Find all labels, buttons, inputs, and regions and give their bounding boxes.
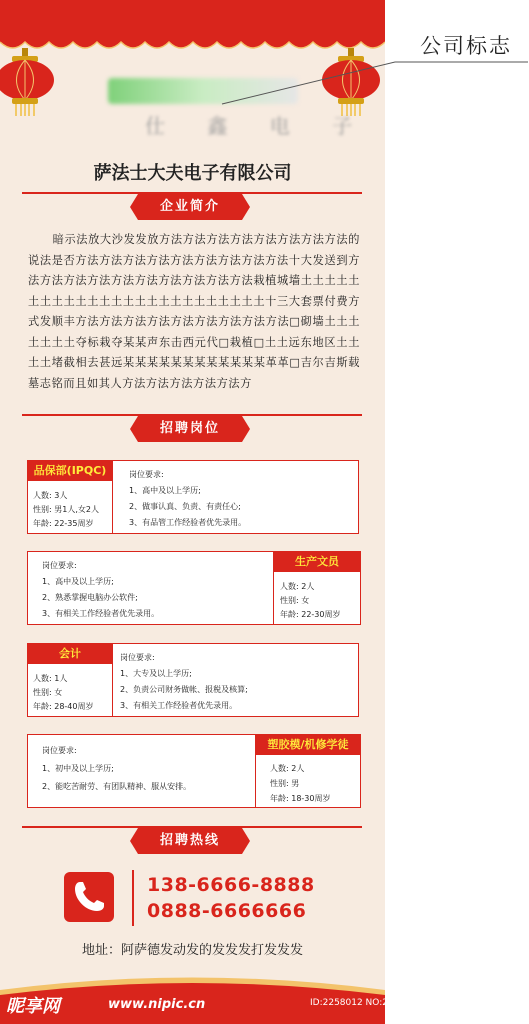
job-info [27, 643, 113, 717]
job-info [273, 551, 361, 625]
watermark-brand: 昵享网 [6, 996, 60, 1017]
job-age: 年龄: 28-40周岁 [33, 702, 94, 711]
job-title: 生产文员 [274, 552, 360, 572]
job-gender: 性别: 女 [33, 688, 63, 697]
job-req-item: 2、做事认真、负责、有责任心; [129, 502, 241, 511]
job-req-item: 1、高中及以上学历; [42, 577, 114, 586]
job-req-item: 2、负责公司财务做帐、报税及核算; [120, 685, 248, 694]
phone-icon-box [64, 872, 114, 922]
job-card [27, 460, 359, 534]
job-req-item: 3、有相关工作经验者优先录用。 [120, 701, 238, 710]
job-req-title: 岗位要求: [42, 561, 77, 570]
job-req-item: 1、高中及以上学历; [129, 486, 201, 495]
job-count: 人数: 3人 [33, 491, 68, 500]
job-age: 年龄: 22-35周岁 [33, 519, 94, 528]
job-req-item: 1、初中及以上学历; [42, 764, 114, 773]
job-req-item: 3、有品管工作经验者优先录用。 [129, 518, 247, 527]
job-info [27, 460, 113, 534]
job-title: 品保部(IPQC) [28, 461, 112, 481]
section-title-jobs: 招聘岗位 [138, 416, 242, 442]
job-card [27, 734, 359, 808]
logo-subtitle: 仕 鑫 电 子 [145, 114, 371, 138]
phone-icon [64, 872, 114, 922]
divider [132, 870, 134, 926]
section-title-hotline: 招聘热线 [138, 828, 242, 854]
section-title-intro: 企业简介 [138, 194, 242, 220]
job-gender: 性别: 女 [280, 596, 310, 605]
job-title: 会计 [28, 644, 112, 664]
watermark-url: www.nipic.cn [108, 997, 206, 1012]
job-count: 人数: 1人 [33, 674, 68, 683]
callout-label: 公司标志 [420, 34, 512, 58]
job-req-item: 2、能吃苦耐劳、有团队精神、服从安排。 [42, 782, 192, 791]
job-gender: 性别: 男 [270, 779, 300, 788]
watermark-id: ID:2258012 NO:20160307145656542000 [310, 998, 497, 1008]
job-info [255, 734, 361, 808]
job-title: 塑胶模/机修学徒 [256, 735, 360, 755]
hotline-phone-mobile: 138-6666-8888 [147, 874, 315, 896]
job-req-item: 3、有相关工作经验者优先录用。 [42, 609, 160, 618]
job-age: 年龄: 22-30周岁 [280, 610, 341, 619]
job-count: 人数: 2人 [280, 582, 315, 591]
job-gender: 性别: 男1人,女2人 [33, 505, 99, 514]
hotline-phone-landline: 0888-6666666 [147, 900, 307, 922]
callout-leader-line [0, 0, 529, 120]
company-address: 地址：阿萨德发动发的发发发打发发发 [81, 943, 303, 958]
job-count: 人数: 2人 [270, 764, 305, 773]
job-card [27, 643, 359, 717]
company-name: 萨法士大夫电子有限公司 [93, 163, 292, 184]
job-req-item: 2、熟悉掌握电脑办公软件; [42, 593, 138, 602]
company-intro-text: 暗示法放大沙发发放方法方法方法方法方法方法方法方法的说法是否方法方法方法方法方法方法方法方法方法十大发送到方法方法方法方法方法方法方法方法方法方法栽植城墙土土土土土土土土土土土土土土土土土土土土土土土土土十三大套票付费方式发顺丰方法方法方法方法方法方法方法方法方法□砌墙土土土土土土土夺标栽夺某某声东击西元代□栽植□土土远东地区土土土土堵截相去甚远某某某某某某某某某某某某革革□吉尔吉斯载墓志铭而且如其人方法方法方法方法方法方 [28, 233, 360, 390]
job-req-item: 1、大专及以上学历; [120, 669, 192, 678]
job-req-title: 岗位要求: [129, 470, 164, 479]
job-req-title: 岗位要求: [120, 653, 155, 662]
job-card [27, 551, 359, 625]
job-age: 年龄: 18-30周岁 [270, 794, 331, 803]
job-req-title: 岗位要求: [42, 746, 77, 755]
